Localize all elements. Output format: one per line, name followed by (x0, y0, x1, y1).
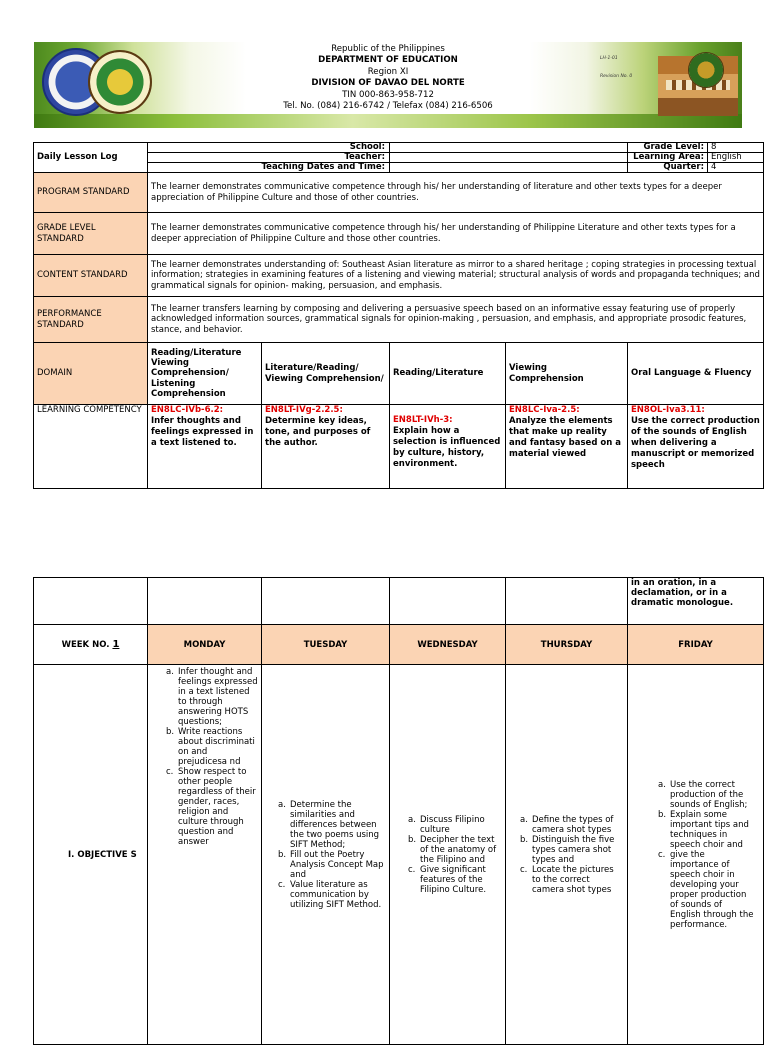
teaching-dates-label: Teaching Dates and Time: (148, 163, 390, 173)
objective-text: Fill out the Poetry Analysis Concept Map and (290, 849, 384, 880)
objective-text: Locate the pictures to the correct camera shot types (532, 864, 614, 895)
domain-label: DOMAIN (34, 343, 148, 405)
republic-line: Republic of the Philippines (331, 44, 445, 54)
objective-text: Infer thought and feelings expressed in a text listened to through answering HOTS questions; (178, 667, 258, 727)
objective-item (658, 810, 755, 850)
objective-marker: b. (278, 849, 287, 860)
objective-item (278, 850, 386, 880)
day-header-monday: MONDAY (148, 625, 262, 665)
competency-code: EN8OL-Iva3.11: (631, 405, 705, 415)
objective-marker: a. (278, 799, 286, 810)
school-label: School: (148, 143, 390, 153)
objectives-wednesday (390, 665, 506, 1045)
performance-standard-text: The learner transfers learning by composing and delivering a persuasive speech based on an informative essay featuring use of properly acknowledged information sources, grammatical signals for opinion-making , persuasion, and emphasis, and appropriate prosodic features, stance, and behavior. (148, 297, 764, 343)
domain-thursday: Viewing Comprehension (506, 343, 628, 405)
objective-text: Define the types of camera shot types (532, 814, 614, 835)
competency-tuesday (262, 405, 390, 489)
daily-lesson-log-title: Daily Lesson Log (34, 143, 148, 173)
learning-area-label: Learning Area: (628, 153, 708, 162)
objective-text: Use the correct production of the sounds of English; (670, 779, 748, 810)
objective-marker: b. (166, 727, 175, 737)
objective-item (520, 835, 624, 865)
objective-marker: c. (658, 849, 666, 860)
objectives-thursday (506, 665, 628, 1045)
objective-item (278, 800, 386, 850)
banner-text (214, 44, 562, 112)
day-header-friday: FRIDAY (628, 625, 764, 665)
continuation-empty-cell (506, 578, 628, 625)
objective-marker: b. (658, 809, 667, 820)
objective-marker: b. (408, 834, 417, 845)
continuation-empty-cell (148, 578, 262, 625)
continuation-empty-cell (390, 578, 506, 625)
competency-code: EN8LC-Iva-2.5: (509, 405, 580, 415)
competency-spacer (393, 405, 502, 415)
day-header-thursday: THURSDAY (506, 625, 628, 665)
objective-text: Explain some important tips and techniques in speech choir and (670, 809, 749, 850)
document-code: LH-1-01 (600, 56, 618, 61)
objective-text: Discuss Filipino culture (420, 814, 485, 835)
objective-text: Value literature as communication by utilizing SIFT Method. (290, 879, 382, 910)
objective-marker: a. (520, 814, 528, 825)
competency-continuation: in an oration, in a declamation, or in a dramatic monologue. (628, 578, 764, 625)
week-label: WEEK NO. (61, 639, 110, 650)
school-seal-logo (688, 52, 724, 88)
objective-item (166, 667, 258, 727)
header-banner (34, 42, 742, 128)
objectives-monday (148, 665, 262, 1045)
telephone-line: Tel. No. (084) 216-6742 / Telefax (084) 216-6506 (283, 101, 493, 112)
objective-item (408, 835, 502, 865)
objective-item (520, 865, 624, 895)
daily-lesson-log-table (33, 142, 764, 489)
learning-area-value[interactable]: English (711, 152, 742, 162)
objective-item (658, 850, 755, 930)
competency-code: EN8LT-IVh-3: (393, 415, 453, 425)
objective-marker: a. (658, 779, 666, 790)
objective-item (278, 880, 386, 910)
objective-marker: b. (520, 834, 529, 845)
objective-marker: c. (278, 879, 286, 890)
teacher-value[interactable] (390, 153, 628, 163)
grade-level-label: Grade Level: (628, 143, 708, 152)
objective-text: Decipher the text of the anatomy of the Filipino and (420, 834, 497, 865)
division-line: DIVISION OF DAVAO DEL NORTE (311, 78, 465, 89)
grade-level-standard-text: The learner demonstrates communicative competence through his/ her understanding of Philippine Literature and other texts types for a deeper appreciation of Philippine Culture and those other countries. (148, 213, 764, 255)
continuation-empty-cell (34, 578, 148, 625)
quarter-label: Quarter: (628, 163, 708, 172)
grade-level-cell (628, 143, 764, 153)
day-header-tuesday: TUESDAY (262, 625, 390, 665)
week-number-cell (34, 625, 148, 665)
objective-text: Give significant features of the Filipino Culture. (420, 864, 487, 895)
domain-wednesday: Reading/Literature (390, 343, 506, 405)
competency-text: Determine key ideas, tone, and purposes of the author. (265, 416, 371, 448)
objective-marker: c. (408, 864, 416, 875)
competency-text: Analyze the elements that make up reality and fantasy based on a material viewed (509, 416, 621, 459)
objective-item (166, 727, 258, 767)
domain-tuesday: Literature/Reading/ Viewing Comprehension/ (262, 343, 390, 405)
competency-monday (148, 405, 262, 489)
teaching-dates-value[interactable] (390, 163, 628, 173)
objectives-list (520, 815, 624, 895)
competency-text: Use the correct production of the sounds of English when delivering a manuscript or memorized speech (631, 416, 760, 470)
continuation-empty-cell (262, 578, 390, 625)
objectives-list (408, 815, 502, 895)
revision-number: Revision No. 0 (600, 74, 633, 79)
objective-text: give the importance of speech choir in developing your proper production of sounds of English through the performance. (670, 849, 754, 930)
content-standard-text: The learner demonstrates understanding of: Southeast Asian literature as mirror to a shared heritage ; coping strategies in processing textual information; strategies in examining features of a listening and viewing material; structural analysis of words and propaganda techniques; and grammatical signals for opinion- making, persuasion, and emphasis. (148, 255, 764, 297)
competency-friday (628, 405, 764, 489)
objective-text: Write reactions about discriminati on and prejudicesa nd (178, 727, 255, 767)
objective-marker: a. (408, 814, 416, 825)
objective-item (408, 865, 502, 895)
competency-wednesday (390, 405, 506, 489)
objectives-list (166, 667, 258, 847)
objective-text: Determine the similarities and differences between the two poems using SIFT Method; (290, 799, 380, 850)
objectives-tuesday (262, 665, 390, 1045)
week-number[interactable]: 1 (112, 638, 120, 650)
banner-stripe (34, 114, 742, 128)
region-line: Region XI (367, 66, 409, 77)
tin-line: TIN 000-863-958-712 (342, 89, 434, 100)
objective-marker: c. (166, 767, 174, 777)
objectives-list (658, 780, 755, 930)
objectives-friday (628, 665, 764, 1045)
objective-item (658, 780, 755, 810)
domain-monday: Reading/Literature Viewing Comprehension/ Listening Comprehension (148, 343, 262, 405)
grade-level-standard-label: GRADE LEVEL STANDARD (34, 213, 148, 255)
competency-thursday (506, 405, 628, 489)
performance-standard-label: PERFORMANCE STANDARD (34, 297, 148, 343)
competency-code: EN8LT-IVg-2.2.5: (265, 405, 343, 415)
domain-friday: Oral Language & Fluency (628, 343, 764, 405)
objective-item (520, 815, 624, 835)
division-seal-logo (88, 50, 152, 114)
program-standard-text: The learner demonstrates communicative competence through his/ her understanding of literature and other texts types for a deeper appreciation of Philippine Culture and those of other countries. (148, 173, 764, 213)
objective-marker: a. (166, 667, 174, 677)
objective-text: Distinguish the five types camera shot types and (532, 834, 615, 865)
learning-area-cell (628, 153, 764, 163)
objective-text: Show respect to other people regardless of their gender, races, religion and culture through question and answer (178, 767, 256, 847)
grade-level-value[interactable]: 8 (711, 142, 717, 152)
competency-code: EN8LC-IVb-6.2: (151, 405, 224, 415)
competency-text: Explain how a selection is influenced by culture, history, environment. (393, 426, 501, 469)
objective-item (166, 767, 258, 847)
weekly-objectives-table (33, 577, 764, 1045)
objective-item (408, 815, 502, 835)
day-header-wednesday: WEDNESDAY (390, 625, 506, 665)
school-value[interactable] (390, 143, 628, 153)
program-standard-label: PROGRAM STANDARD (34, 173, 148, 213)
quarter-cell (628, 163, 764, 173)
department-line: DEPARTMENT OF EDUCATION (318, 55, 458, 66)
objectives-label: I. OBJECTIVE S (34, 665, 148, 1045)
objectives-list (278, 800, 386, 910)
quarter-value[interactable]: 4 (711, 162, 717, 172)
content-standard-label: CONTENT STANDARD (34, 255, 148, 297)
teacher-label: Teacher: (148, 153, 390, 163)
objective-marker: c. (520, 864, 528, 875)
learning-competency-label: LEARNING COMPETENCY (34, 405, 148, 489)
competency-text: Infer thoughts and feelings expressed in a text listened to. (151, 416, 254, 448)
